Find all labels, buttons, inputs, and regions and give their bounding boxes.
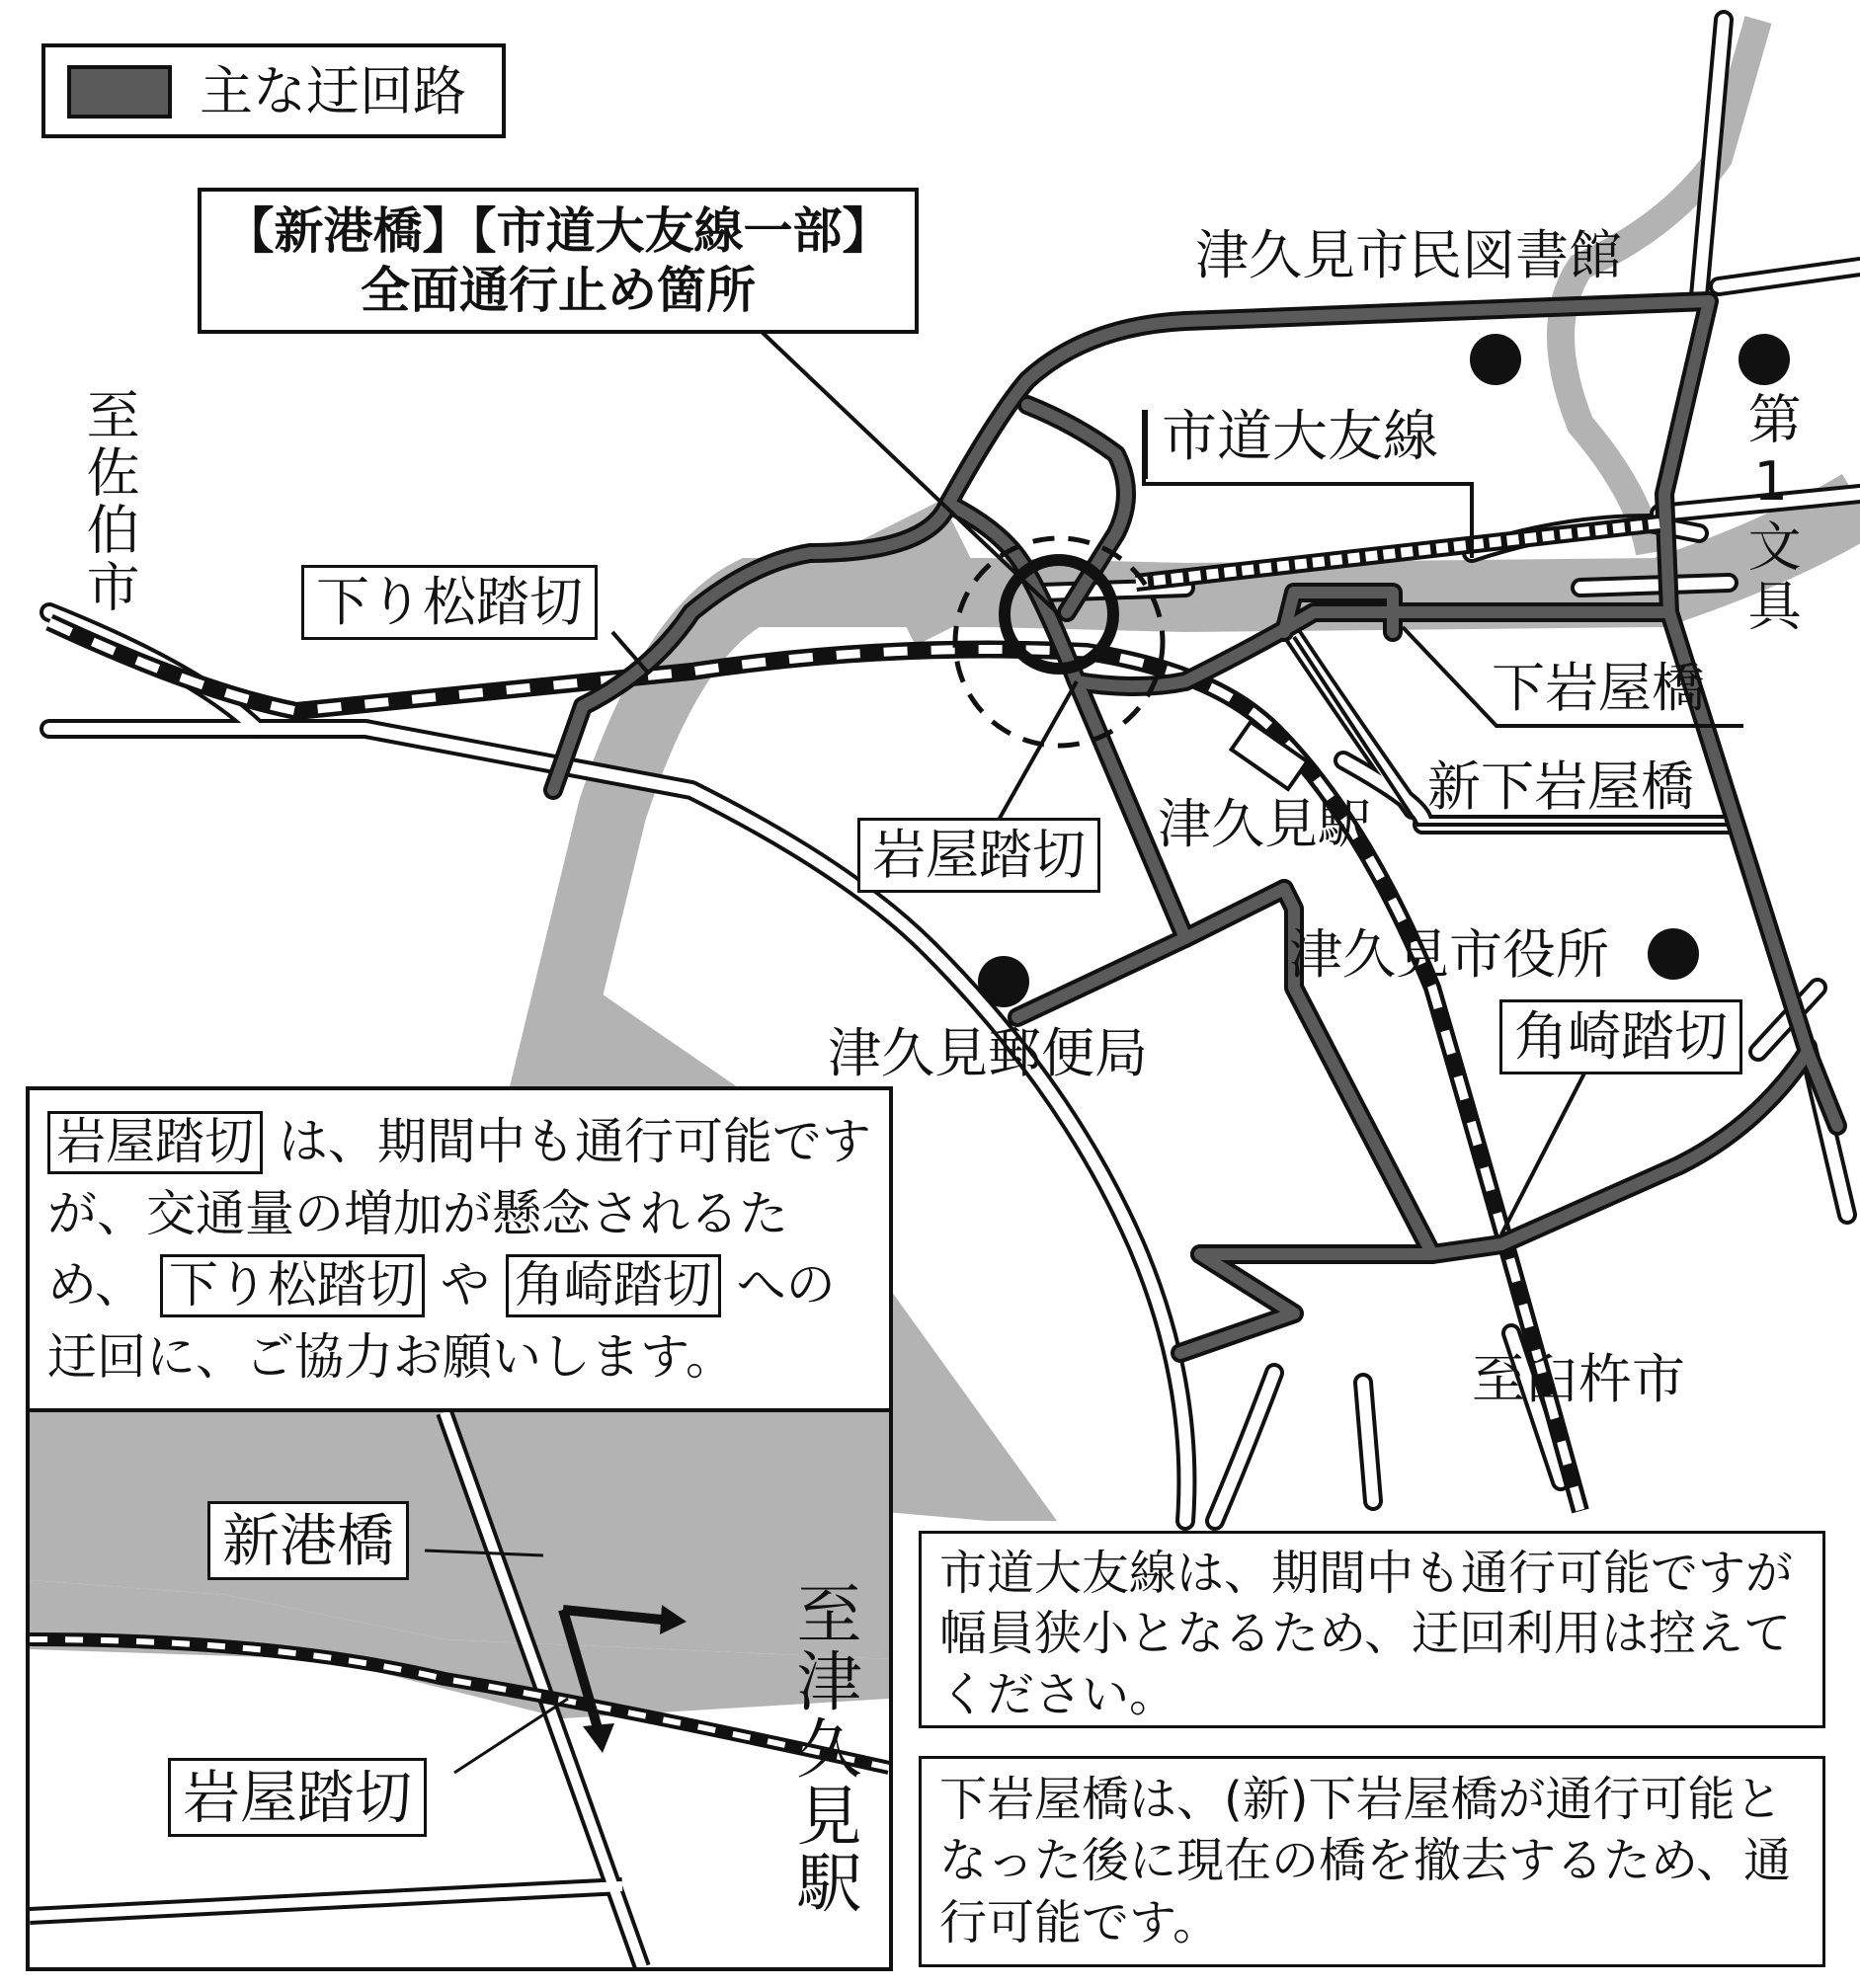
shimomatsu-label: 下り松踏切 [301, 565, 598, 640]
to-usuki-label: 至臼杵市 [1472, 1348, 1685, 1410]
note-panel-3 [919, 1756, 1825, 1967]
note1-text1: は、期間中も通行可能ですが、交通量の増加が懸念されるため、 [47, 1113, 871, 1313]
store-dot [1739, 334, 1790, 385]
legend [41, 43, 506, 138]
note-panel-1 [26, 1086, 893, 1412]
iwaya-label: 岩屋踏切 [857, 818, 1100, 893]
to-saiki-text: 至佐伯市 [78, 387, 141, 616]
library-label: 津久見市民図書館 [1195, 224, 1622, 286]
closure-label-line2: 全面通行止め箇所 [361, 262, 756, 319]
store-text: 第1文具 [1739, 391, 1803, 637]
city-road-label [1144, 405, 1438, 479]
note1-kakuzaki-box: 角崎踏切 [506, 1254, 721, 1317]
legend-label: 主な迂回路 [200, 60, 466, 122]
inset-to-station-label [785, 1580, 869, 1920]
note2-text: 市道大友線は、期間中も通行可能ですが幅員狭小となるため、迂回利用は控えてください。 [939, 1546, 1794, 1722]
inset-to-station-text: 至津久見駅 [785, 1580, 861, 1916]
shin-shimoiwaya-label: 新下岩屋橋 [1427, 755, 1694, 818]
inset-bridge-label: 新港橋 [207, 1501, 409, 1580]
inset-map [30, 1412, 889, 1967]
closure-label [198, 188, 919, 334]
store-label [1739, 391, 1803, 648]
note1-text3: への迂回に、ご協力お願いします。 [47, 1256, 836, 1386]
post-office-label: 津久見郵便局 [828, 1022, 1148, 1084]
inset-panel [26, 1408, 893, 1971]
kakuzaki-label: 角崎踏切 [1499, 999, 1742, 1074]
note3-text: 下岩屋橋は、(新)下岩屋橋が通行可能となった後に現在の橋を撤去するため、通行可能です。 [939, 1772, 1792, 1950]
city-hall-dot [1648, 928, 1699, 980]
post-office-dot [978, 956, 1029, 1007]
closure-label-line1: 【新港橋】【市道大友線一部】 [224, 202, 892, 260]
library-dot [1470, 334, 1521, 385]
to-saiki-label [78, 387, 141, 627]
station-label: 津久見駅 [1158, 793, 1371, 855]
shimoiwaya-label: 下岩屋橋 [1492, 657, 1705, 719]
note1-shimomatsu-box: 下り松踏切 [160, 1254, 425, 1317]
city-hall-label: 津久見市役所 [1289, 923, 1609, 986]
note1-text2: や [440, 1256, 490, 1313]
note1-iwaya-box: 岩屋踏切 [47, 1111, 263, 1174]
city-road-label-text: 市道大友線 [1162, 405, 1438, 469]
note-panel-2 [919, 1531, 1825, 1728]
inset-crossing-label: 岩屋踏切 [168, 1758, 427, 1837]
note1-text [47, 1106, 871, 1392]
